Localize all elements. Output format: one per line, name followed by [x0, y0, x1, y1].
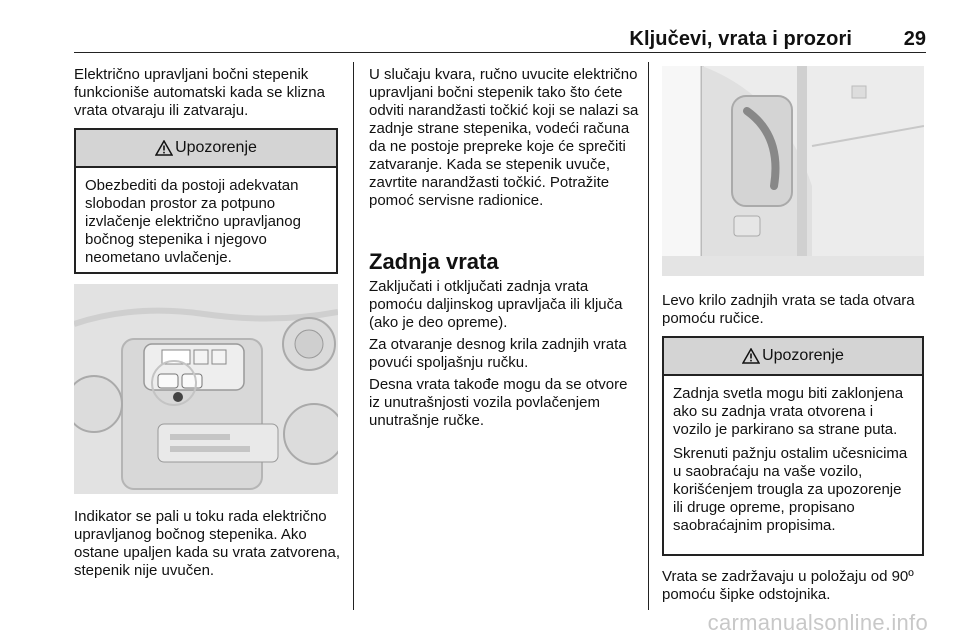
left-door-paragraph: Levo krilo zadnjih vrata se tada otvara pomoću ručice.	[662, 292, 915, 327]
dashboard-photo	[74, 284, 338, 494]
warning-header	[664, 338, 922, 376]
warning-box-rear-lights	[662, 336, 924, 556]
page-number: 29	[903, 28, 926, 50]
manual-retract-paragraph: U slučaju kvara, ručno uvucite električno upravljani bočni stepenik tako što ćete odviti narandžasti točkić koji se nalazi sa zadnje strane stepenika, vodeći računa da ne postoje prepreke koje će sprečiti zatvaranje. Kada se stepenik uvuče, zavrtite narandžasti točkić. Potražite pomoć servisne radionice.	[369, 66, 639, 209]
warning-text-2: Skrenuti pažnju ostalim učesnicima u saobraćaju na vaše vozilo, korišćenjem trougla za upozorenje ili druge opreme, propisano saobraćajnim propisima.	[673, 445, 908, 534]
warning-text: Obezbediti da postoji adekvatan slobodan prostor za potpuno izvlačenje električno upravljanog bočnog stepenika i njegovo neometano uvlačenje.	[85, 177, 301, 266]
indicator-caption: Indikator se pali u toku rada električno upravljanog bočnog stepenika. Ako ostane upaljen kada su vrata zatvorena, stepenik nije uvučen.	[74, 508, 341, 579]
warning-icon	[742, 348, 760, 364]
header-rule	[74, 52, 926, 53]
page-title: Ključevi, vrata i prozori	[629, 28, 852, 50]
warning-box-step	[74, 128, 338, 274]
column-divider-2	[648, 62, 649, 610]
intro-paragraph: Električno upravljani bočni stepenik funkcioniše automatski kada se klizna vrata otvaraju ili zatvaraju.	[74, 66, 325, 119]
column-divider-1	[353, 62, 354, 610]
rear-doors-lock-paragraph: Zaključati i otključati zadnja vrata pomoću daljinskog upravljača ili ključa (ako je deo opreme).	[369, 278, 623, 331]
warning-header	[76, 130, 336, 168]
warning-title: Upozorenje	[175, 139, 257, 156]
warning-title: Upozorenje	[762, 347, 844, 364]
door-stay-paragraph: Vrata se zadržavaju u položaju od 90º pomoću šipke odstojnika.	[662, 568, 914, 603]
watermark: carmanualsonline.info	[707, 610, 928, 635]
rear-door-lever-photo	[662, 66, 924, 276]
warning-text-1: Zadnja svetla mogu biti zaklonjena ako su zadnja vrata otvorena i vozilo je parkirano sa strane puta.	[673, 385, 904, 438]
inside-handle-paragraph: Desna vrata takođe mogu da se otvore iz unutrašnjosti vozila povlačenjem unutrašnje ručke.	[369, 376, 628, 429]
open-right-door-paragraph: Za otvaranje desnog krila zadnjih vrata povući spoljašnju ručku.	[369, 336, 627, 371]
warning-icon	[155, 140, 173, 156]
section-heading-rear-doors: Zadnja vrata	[369, 249, 499, 274]
